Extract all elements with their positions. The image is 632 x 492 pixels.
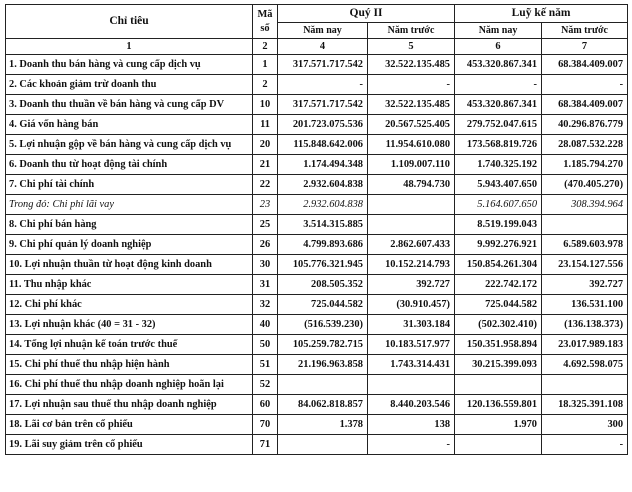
cumulative-last-year-value: 28.087.532.228 [542,135,628,155]
cumulative-this-year-value: 453.320.867.341 [455,55,542,75]
cumulative-this-year-value: 120.136.559.801 [455,395,542,415]
cumulative-last-year-value [542,375,628,395]
row-label: 14. Tổng lợi nhuận kế toán trước thuế [6,335,253,355]
row-label: 13. Lợi nhuận khác (40 = 31 - 32) [6,315,253,335]
cumulative-this-year-value: 8.519.199.043 [455,215,542,235]
row-code: 70 [253,415,278,435]
table-row [6,175,628,195]
cumulative-last-year-value: (470.405.270) [542,175,628,195]
header-code [253,5,278,39]
table-row [6,115,628,135]
table-row [6,335,628,355]
quarter-this-year-value: - [278,75,368,95]
cumulative-this-year-value: 173.568.819.726 [455,135,542,155]
quarter-this-year-value: 3.514.315.885 [278,215,368,235]
quarter-this-year-value [278,375,368,395]
cumulative-this-year-value: 150.351.958.894 [455,335,542,355]
quarter-last-year-value: 20.567.525.405 [368,115,455,135]
cumulative-last-year-value: 392.727 [542,275,628,295]
quarter-last-year-value: 31.303.184 [368,315,455,335]
cumulative-this-year-value: 725.044.582 [455,295,542,315]
quarter-this-year-value: 1.174.494.348 [278,155,368,175]
header-code-line2: số [260,22,270,34]
cumulative-last-year-value [542,215,628,235]
row-code: 26 [253,235,278,255]
quarter-this-year-value: 201.723.075.536 [278,115,368,135]
header-quarter: Quý II [278,5,455,23]
row-code: 31 [253,275,278,295]
table-row [6,355,628,375]
row-label: 17. Lợi nhuận sau thuế thu nhập doanh nghiệp [6,395,253,415]
row-label: Trong đó: Chi phí lãi vay [6,195,253,215]
quarter-this-year-value: 317.571.717.542 [278,95,368,115]
cumulative-this-year-value: 222.742.172 [455,275,542,295]
quarter-this-year-value: 1.378 [278,415,368,435]
table-row [6,395,628,415]
table-row [6,375,628,395]
table-row [6,315,628,335]
quarter-last-year-value: 48.794.730 [368,175,455,195]
row-label: 19. Lãi suy giảm trên cổ phiếu [6,435,253,455]
quarter-this-year-value [278,435,368,455]
row-label: 8. Chi phí bán hàng [6,215,253,235]
cumulative-last-year-value: 4.692.598.075 [542,355,628,375]
row-label: 15. Chi phí thuế thu nhập hiện hành [6,355,253,375]
row-code: 51 [253,355,278,375]
cumulative-last-year-value: (136.138.373) [542,315,628,335]
cumulative-last-year-value: 23.017.989.183 [542,335,628,355]
header-cumulative: Luỹ kế năm [455,5,628,23]
quarter-last-year-value: 10.183.517.977 [368,335,455,355]
row-code: 11 [253,115,278,135]
quarter-this-year-value: 105.776.321.945 [278,255,368,275]
quarter-last-year-value: 32.522.135.485 [368,55,455,75]
quarter-last-year-value: 2.862.607.433 [368,235,455,255]
column-index: 1 [6,39,253,55]
quarter-this-year-value: 317.571.717.542 [278,55,368,75]
table-row [6,295,628,315]
table-row [6,215,628,235]
row-label: 16. Chi phí thuế thu nhập doanh nghiệp hoãn lại [6,375,253,395]
quarter-last-year-value [368,215,455,235]
quarter-this-year-value: 2.932.604.838 [278,195,368,215]
cumulative-this-year-value: - [455,75,542,95]
quarter-last-year-value: 1.109.007.110 [368,155,455,175]
cumulative-this-year-value: 1.970 [455,415,542,435]
quarter-this-year-value: 2.932.604.838 [278,175,368,195]
row-label: 12. Chi phí khác [6,295,253,315]
quarter-last-year-value: 8.440.203.546 [368,395,455,415]
cumulative-this-year-value: (502.302.410) [455,315,542,335]
quarter-this-year-value: (516.539.230) [278,315,368,335]
cumulative-last-year-value: 1.185.794.270 [542,155,628,175]
quarter-this-year-value: 115.848.642.006 [278,135,368,155]
row-label: 11. Thu nhập khác [6,275,253,295]
row-code: 22 [253,175,278,195]
quarter-last-year-value: 1.743.314.431 [368,355,455,375]
table-row [6,275,628,295]
row-label: 5. Lợi nhuận gộp về bán hàng và cung cấp dịch vụ [6,135,253,155]
table-row [6,75,628,95]
row-label: 3. Doanh thu thuần về bán hàng và cung cấp DV [6,95,253,115]
column-index: 7 [542,39,628,55]
cumulative-last-year-value: - [542,75,628,95]
column-index: 6 [455,39,542,55]
table-row [6,235,628,255]
table-row [6,415,628,435]
header-code-line1: Mã [257,8,273,20]
quarter-last-year-value [368,375,455,395]
column-index: 2 [253,39,278,55]
cumulative-last-year-value: 68.384.409.007 [542,55,628,75]
income-statement-table [5,4,628,455]
quarter-last-year-value: 11.954.610.080 [368,135,455,155]
cumulative-last-year-value: 308.394.964 [542,195,628,215]
quarter-this-year-value: 21.196.963.858 [278,355,368,375]
cumulative-last-year-value: 68.384.409.007 [542,95,628,115]
cumulative-last-year-value: 40.296.876.779 [542,115,628,135]
quarter-last-year-value: 138 [368,415,455,435]
row-code: 1 [253,55,278,75]
row-label: 2. Các khoản giảm trừ doanh thu [6,75,253,95]
quarter-last-year-value: 392.727 [368,275,455,295]
quarter-this-year-value: 725.044.582 [278,295,368,315]
column-index: 4 [278,39,368,55]
row-code: 21 [253,155,278,175]
quarter-this-year-value: 4.799.893.686 [278,235,368,255]
row-code: 20 [253,135,278,155]
row-label: 4. Giá vốn hàng bán [6,115,253,135]
quarter-last-year-value [368,195,455,215]
row-label: 18. Lãi cơ bản trên cổ phiếu [6,415,253,435]
row-code: 40 [253,315,278,335]
header-cumulative-this-year: Năm nay [455,23,542,39]
row-code: 52 [253,375,278,395]
row-code: 60 [253,395,278,415]
row-code: 23 [253,195,278,215]
quarter-last-year-value: 10.152.214.793 [368,255,455,275]
table-row [6,195,628,215]
cumulative-this-year-value: 5.164.607.650 [455,195,542,215]
header-row-top [6,5,628,23]
column-index: 5 [368,39,455,55]
row-label: 1. Doanh thu bán hàng và cung cấp dịch vụ [6,55,253,75]
cumulative-last-year-value: 300 [542,415,628,435]
quarter-last-year-value: 32.522.135.485 [368,95,455,115]
table-row [6,435,628,455]
cumulative-this-year-value: 453.320.867.341 [455,95,542,115]
quarter-last-year-value: - [368,75,455,95]
row-label: 9. Chi phí quản lý doanh nghiệp [6,235,253,255]
quarter-this-year-value: 84.062.818.857 [278,395,368,415]
quarter-last-year-value: - [368,435,455,455]
table-row [6,255,628,275]
row-label: 6. Doanh thu từ hoạt động tài chính [6,155,253,175]
column-index-row [6,39,628,55]
row-code: 2 [253,75,278,95]
table-body [6,55,628,455]
cumulative-last-year-value: 136.531.100 [542,295,628,315]
row-code: 10 [253,95,278,115]
cumulative-last-year-value: 18.325.391.108 [542,395,628,415]
cumulative-this-year-value [455,435,542,455]
table-row [6,55,628,75]
row-label: 7. Chi phí tài chính [6,175,253,195]
income-statement [5,4,628,455]
row-code: 32 [253,295,278,315]
cumulative-this-year-value: 5.943.407.650 [455,175,542,195]
header-cumulative-last-year: Năm trước [542,23,628,39]
row-code: 71 [253,435,278,455]
row-label: 10. Lợi nhuận thuần từ hoạt động kinh doanh [6,255,253,275]
cumulative-this-year-value: 9.992.276.921 [455,235,542,255]
cumulative-this-year-value: 30.215.399.093 [455,355,542,375]
header-indicator: Chỉ tiêu [6,5,253,39]
table-row [6,135,628,155]
table-row [6,95,628,115]
quarter-this-year-value: 208.505.352 [278,275,368,295]
header-quarter-this-year: Năm nay [278,23,368,39]
row-code: 25 [253,215,278,235]
row-code: 50 [253,335,278,355]
cumulative-this-year-value: 279.752.047.615 [455,115,542,135]
quarter-last-year-value: (30.910.457) [368,295,455,315]
cumulative-last-year-value: 23.154.127.556 [542,255,628,275]
cumulative-this-year-value: 150.854.261.304 [455,255,542,275]
row-code: 30 [253,255,278,275]
cumulative-last-year-value: 6.589.603.978 [542,235,628,255]
cumulative-this-year-value: 1.740.325.192 [455,155,542,175]
cumulative-this-year-value [455,375,542,395]
table-row [6,155,628,175]
header-quarter-last-year: Năm trước [368,23,455,39]
quarter-this-year-value: 105.259.782.715 [278,335,368,355]
cumulative-last-year-value: - [542,435,628,455]
